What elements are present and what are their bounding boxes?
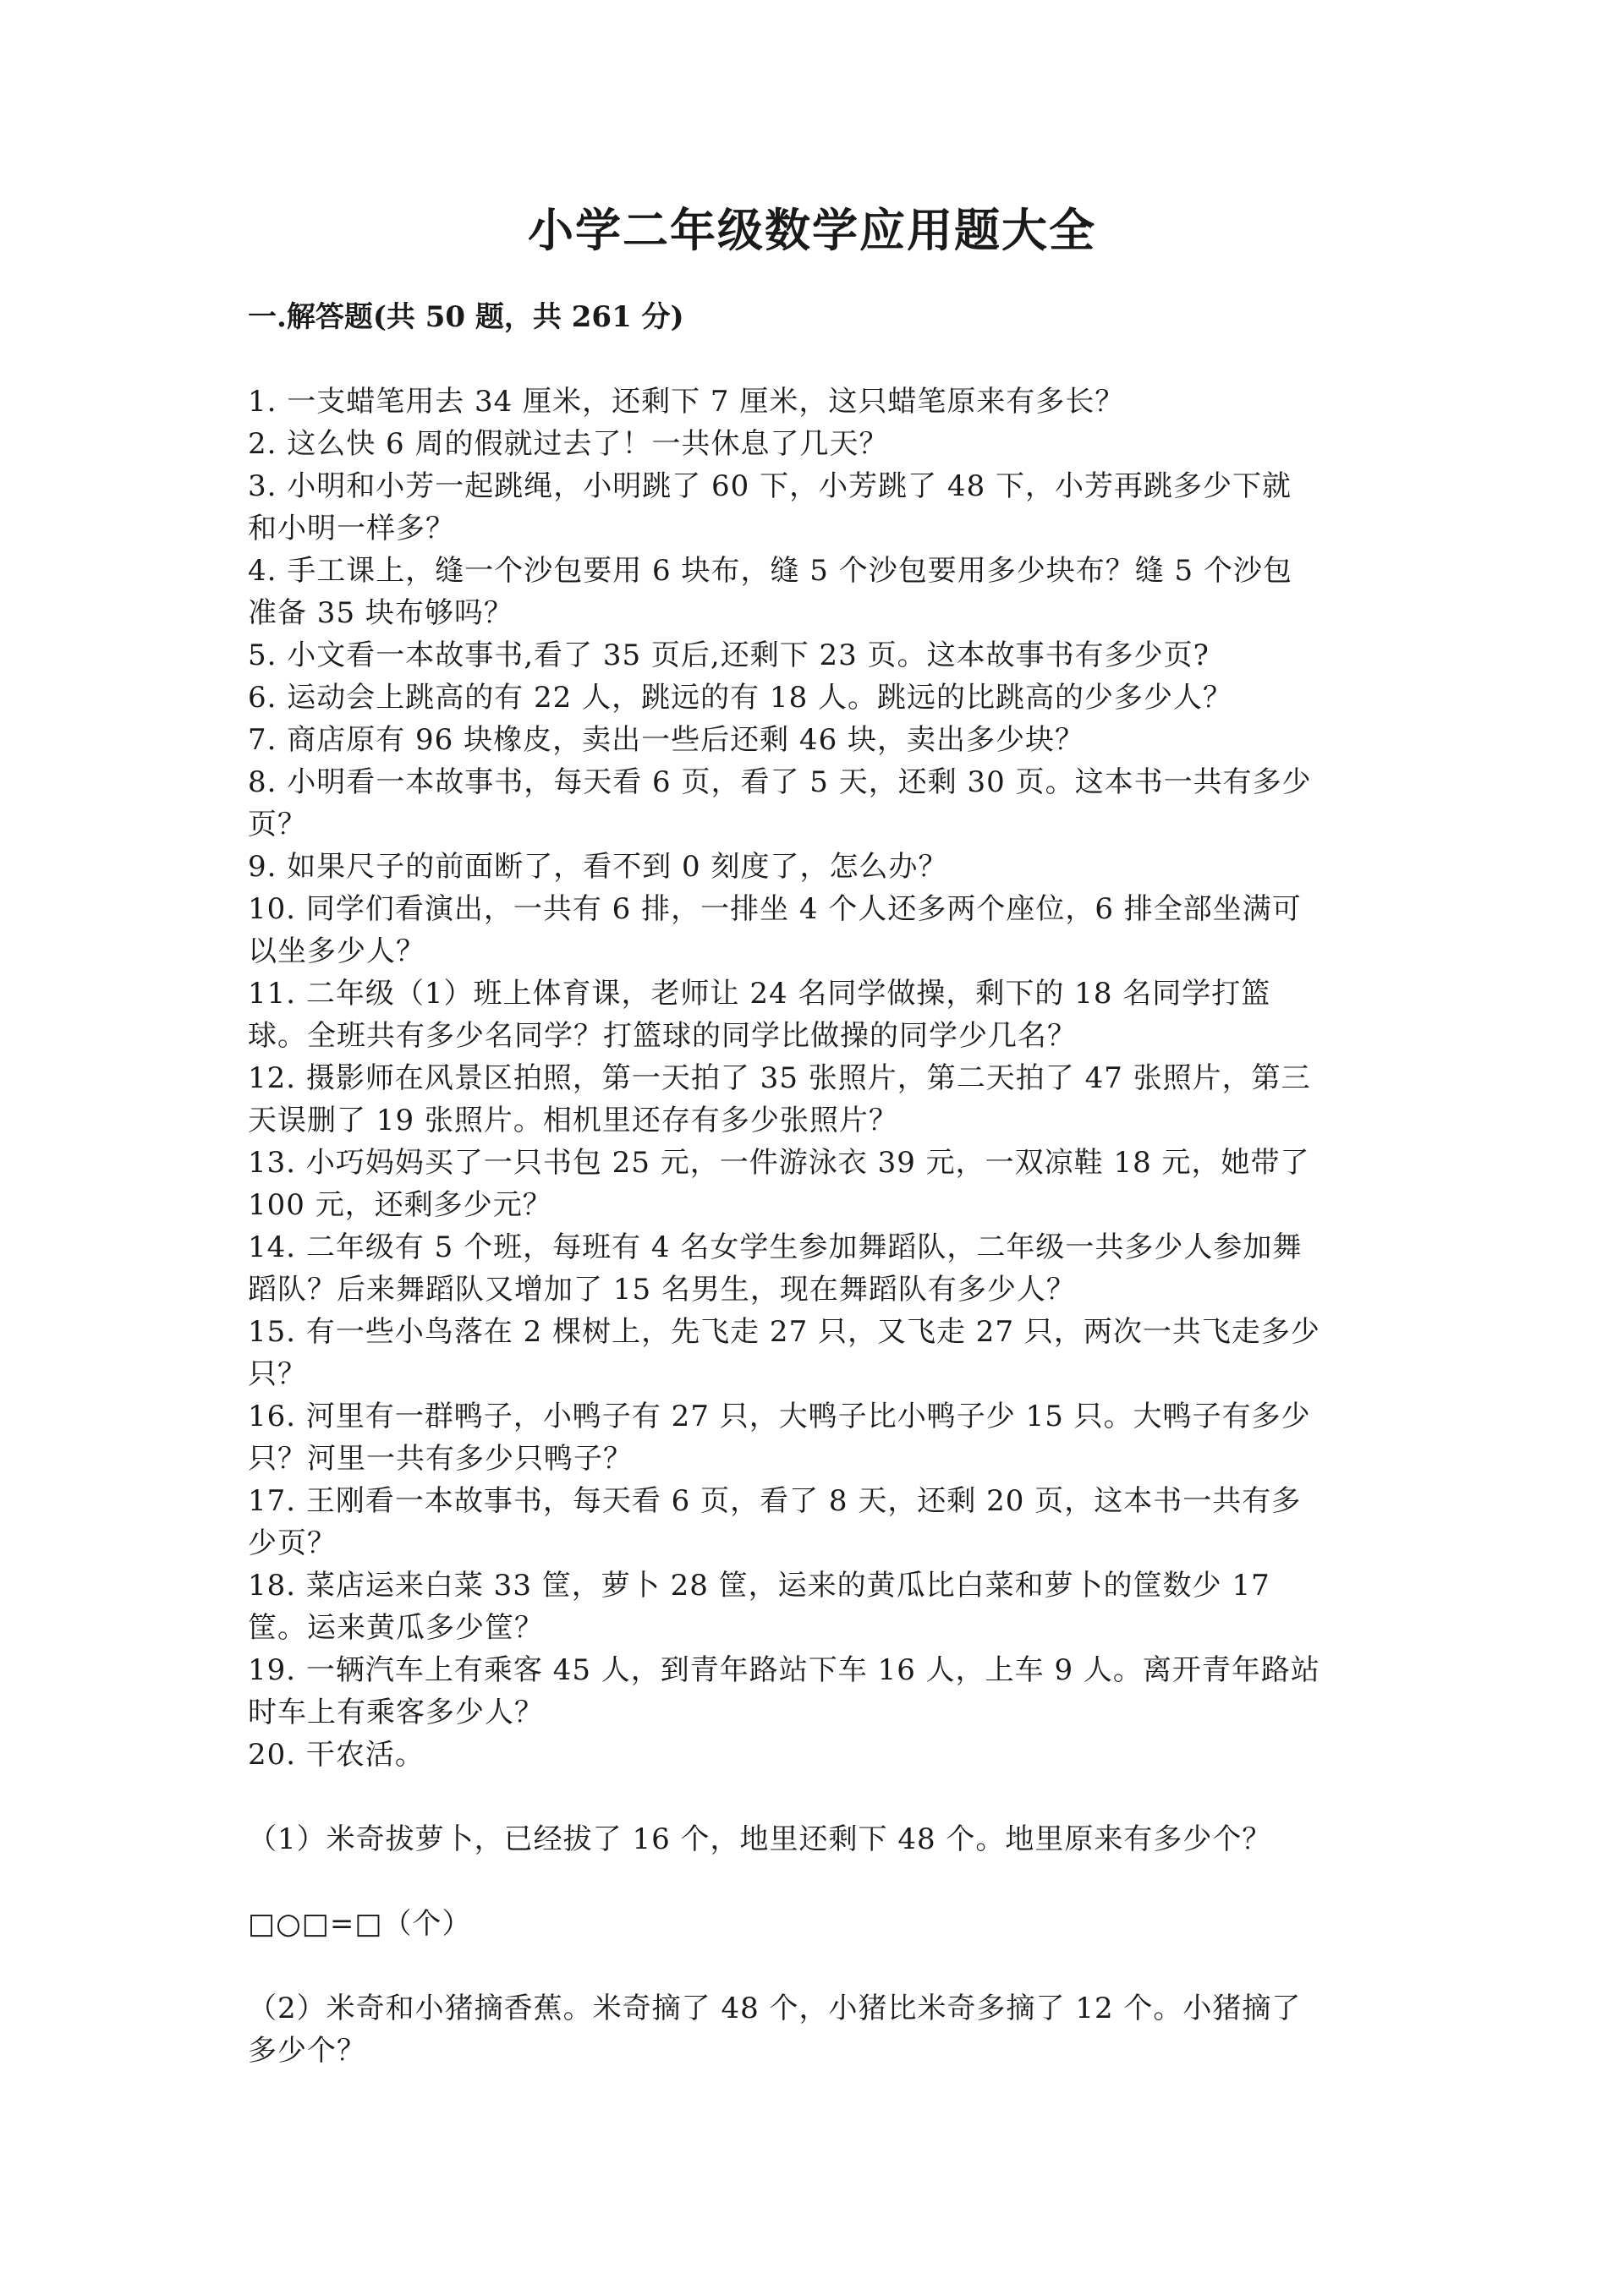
question-line: 6. 运动会上跳高的有 22 人，跳远的有 18 人。跳远的比跳高的少多少人？ <box>248 681 1233 715</box>
question-line: 页？ <box>248 808 307 841</box>
question-line: 18. 菜店运来白菜 33 筐，萝卜 28 筐，运来的黄瓜比白菜和萝卜的筐数少 17 <box>248 1569 1270 1603</box>
question-line: 5. 小文看一本故事书,看了 35 页后,还剩下 23 页。这本故事书有多少页? <box>248 638 1210 672</box>
question-line: 1. 一支蜡笔用去 34 厘米，还剩下 7 厘米，这只蜡笔原来有多长？ <box>248 385 1125 419</box>
question-line: 14. 二年级有 5 个班，每班有 4 名女学生参加舞蹈队，二年级一共多少人参加舞 <box>248 1230 1303 1264</box>
sub-question-2: （2）米奇和小猪摘香蕉。米奇摘了 48 个，小猪比米奇多摘了 12 个。小猪摘了 <box>248 1992 1302 2025</box>
question-line: 19. 一辆汽车上有乘客 45 人，到青年路站下车 16 人，上车 9 人。离开青年路站 <box>248 1653 1320 1687</box>
question-line: 准备 35 块布够吗？ <box>248 596 513 630</box>
question-line: 15. 有一些小鸟落在 2 棵树上，先飞走 27 只，又飞走 27 只，两次一共飞走多少 <box>248 1315 1320 1349</box>
question-line: 9. 如果尺子的前面断了，看不到 0 刻度了，怎么办？ <box>248 850 948 884</box>
question-line: 7. 商店原有 96 块橡皮，卖出一些后还剩 46 块，卖出多少块？ <box>248 723 1085 757</box>
question-line: 8. 小明看一本故事书，每天看 6 页，看了 5 天，还剩 30 页。这本书一共有多少 <box>248 765 1312 799</box>
question-line: 天误删了 19 张照片。相机里还存有多少张照片？ <box>248 1104 898 1137</box>
spacer <box>248 1860 1385 1903</box>
question-line: 只？ <box>248 1357 307 1391</box>
question-list <box>248 381 1385 2072</box>
question-line: 16. 河里有一群鸭子，小鸭子有 27 只，大鸭子比小鸭子少 15 只。大鸭子有多少 <box>248 1400 1311 1433</box>
question-line: 20. 干农活。 <box>248 1738 425 1772</box>
question-line: 筐。运来黄瓜多少筐？ <box>248 1611 544 1645</box>
question-line: 时车上有乘客多少人？ <box>248 1696 544 1729</box>
section-heading: 一.解答题(共 50 题，共 261 分) <box>248 300 684 334</box>
question-line: 少页？ <box>248 1526 337 1560</box>
page-title: 小学二年级数学应用题大全 <box>528 203 1096 257</box>
question-line: 11. 二年级（1）班上体育课，老师让 24 名同学做操，剩下的 18 名同学打篮 <box>248 977 1271 1011</box>
question-line: 和小明一样多？ <box>248 512 455 545</box>
question-line: 2. 这么快 6 周的假就过去了！一共休息了几天？ <box>248 427 889 461</box>
question-line: 只？河里一共有多少只鸭子？ <box>248 1442 633 1476</box>
question-line: 蹈队？后来舞蹈队又增加了 15 名男生，现在舞蹈队有多少人？ <box>248 1273 1076 1307</box>
question-line: 100 元，还剩多少元？ <box>248 1188 552 1222</box>
answer-formula: □○□=□（个） <box>248 1907 472 1941</box>
question-line: 3. 小明和小芳一起跳绳，小明跳了 60 下，小芳跳了 48 下，小芳再跳多少下就 <box>248 469 1292 503</box>
sub-question-2-cont: 多少个？ <box>248 2034 366 2068</box>
question-line: 4. 手工课上，缝一个沙包要用 6 块布，缝 5 个沙包要用多少块布？缝 5 个沙包 <box>248 554 1292 588</box>
sub-question-1: （1）米奇拔萝卜，已经拔了 16 个，地里还剩下 48 个。地里原来有多少个？ <box>248 1822 1272 1856</box>
question-line: 以坐多少人？ <box>248 934 425 968</box>
question-line: 13. 小巧妈妈买了一只书包 25 元，一件游泳衣 39 元，一双凉鞋 18 元，她带了 <box>248 1146 1310 1180</box>
question-line: 17. 王刚看一本故事书，每天看 6 页，看了 8 天，还剩 20 页，这本书一共有多 <box>248 1484 1302 1518</box>
question-line: 12. 摄影师在风景区拍照，第一天拍了 35 张照片，第二天拍了 47 张照片，第三 <box>248 1061 1311 1095</box>
spacer <box>248 1776 1385 1818</box>
spacer <box>248 1945 1385 1987</box>
question-line: 球。全班共有多少名同学？打篮球的同学比做操的同学少几名？ <box>248 1019 1077 1053</box>
question-line: 10. 同学们看演出，一共有 6 排，一排坐 4 个人还多两个座位，6 排全部坐满可 <box>248 892 1302 926</box>
